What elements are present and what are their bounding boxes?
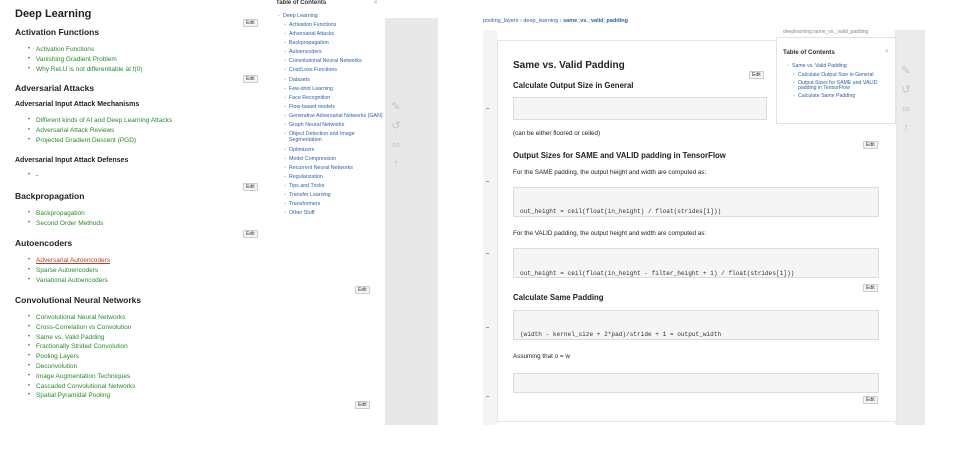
toc-title: Table of Contents <box>276 0 327 6</box>
list-item[interactable]: • Second Order Methods <box>30 219 103 229</box>
subheading-attack-mechanisms: Adversarial Input Attack Mechanisms <box>15 101 140 108</box>
code-line <box>520 119 760 120</box>
list-item[interactable]: • Vanishing Gradient Problem <box>30 55 142 65</box>
page-margin <box>483 30 497 425</box>
breadcrumb-item[interactable]: deep_learning <box>523 18 559 24</box>
list-item[interactable]: • Image Augmentation Techniques <box>30 372 135 382</box>
page-id: deeplearning:same_vs._valid_padding <box>783 29 869 35</box>
breadcrumb <box>483 18 628 24</box>
section-heading: Output Sizes for SAME and VALID padding in TensorFlow <box>513 151 726 160</box>
toc-item[interactable]: ◦ Activation Functions <box>284 21 384 30</box>
list-item[interactable]: • Sparse Autoencoders <box>30 266 110 276</box>
toc-item[interactable]: ◦ Datasets <box>284 76 384 85</box>
pencil-icon[interactable]: ✎ <box>901 65 911 77</box>
section-heading-backprop: Backpropagation <box>15 191 85 201</box>
edit-button[interactable]: Edit <box>243 230 258 238</box>
page-tools-right <box>899 62 913 138</box>
toc-item[interactable]: ◦ Cost/Loss Functions <box>284 66 384 75</box>
history-icon[interactable]: ↺ <box>391 120 401 132</box>
section-heading-adversarial: Adversarial Attacks <box>15 83 95 93</box>
list-attack-mechanisms <box>30 116 172 145</box>
link-icon[interactable]: ∞ <box>392 139 400 151</box>
history-icon[interactable]: ↺ <box>901 84 911 96</box>
section-heading: Calculate Output Size in General <box>513 81 634 90</box>
section-heading-cnn: Convolutional Neural Networks <box>15 295 142 305</box>
toc-item[interactable]: ◦ Calculate Output Size in General <box>793 73 889 79</box>
toc-item[interactable]: ◦ Transfer Learning <box>284 191 384 200</box>
toc-item[interactable]: ◦ Object Detection and Image Segmentation <box>284 130 384 145</box>
link-icon[interactable]: ∞ <box>902 103 910 115</box>
pencil-icon[interactable]: ✎ <box>391 101 401 113</box>
toc-item[interactable]: ◦ Tips and Tricks <box>284 182 384 191</box>
list-autoencoders <box>30 256 110 285</box>
toc-item[interactable]: ◦ Backpropagation <box>284 39 384 48</box>
list-item[interactable]: • Backpropagation <box>30 209 103 219</box>
code-block <box>513 187 879 217</box>
list-item[interactable]: • Activation Functions <box>30 45 142 55</box>
code-block <box>513 248 879 278</box>
list-item[interactable]: • Different kinds of AI and Deep Learning Attacks <box>30 116 172 126</box>
margin-mark <box>486 327 489 328</box>
code-block <box>513 373 879 393</box>
edit-button[interactable]: Edit <box>243 183 258 191</box>
breadcrumb-separator: › <box>558 18 564 24</box>
toc-root <box>278 12 318 21</box>
toc-item[interactable]: ◦ Generative Adversarial Networks (GAN) <box>284 112 384 121</box>
paragraph: (can be either floored or ceiled) <box>513 130 601 137</box>
paragraph: Assuming that o = w <box>513 353 570 360</box>
toc-close-icon[interactable]: × <box>374 0 378 6</box>
toc-item[interactable]: ◦ Graph Neural Networks <box>284 121 384 130</box>
toc-item[interactable]: ◦ Other Stuff <box>284 209 384 218</box>
list-item[interactable]: • Cross-Correlation vs Convolution <box>30 323 135 333</box>
page-tools <box>389 98 403 174</box>
margin-mark <box>486 108 489 109</box>
toc-item[interactable]: ◦ Adversarial Attacks <box>284 30 384 39</box>
section-heading-activation: Activation Functions <box>15 27 100 37</box>
page-title: Deep Learning <box>15 8 92 20</box>
list-item[interactable]: • Convolutional Neural Networks <box>30 313 135 323</box>
margin-mark <box>486 396 489 397</box>
list-attack-defenses <box>30 171 38 181</box>
edit-button[interactable]: Edit <box>863 396 878 404</box>
list-item[interactable]: • Deconvolution <box>30 362 135 372</box>
section-heading-autoencoders: Autoencoders <box>15 238 73 248</box>
code-line: out_height = ceil(float(in_height) / float(strides[1])) <box>520 208 722 215</box>
code-line: out_height = ceil(float(in_height - filter_height + 1) / float(strides[1])) <box>520 270 795 277</box>
arrow-up-icon[interactable]: ↑ <box>393 158 399 170</box>
toc-item[interactable]: ◦ Recurrent Neural Networks <box>284 164 384 173</box>
list-item[interactable]: • Adversarial Autoencoders <box>30 256 110 266</box>
page-sidebar-strip <box>385 18 438 425</box>
paragraph: For the VALID padding, the output height and width are computed as: <box>513 230 707 237</box>
list-item[interactable]: • Adversarial Attack Reviews <box>30 126 172 136</box>
margin-mark <box>486 253 489 254</box>
edit-button[interactable]: Edit <box>863 141 878 149</box>
toc-item[interactable]: ◦ Face Recognition <box>284 94 384 103</box>
breadcrumb-item[interactable]: pooling_layers <box>483 18 519 24</box>
margin-mark <box>486 181 489 182</box>
toc-list <box>284 21 384 218</box>
breadcrumb-separator: › <box>518 18 524 24</box>
toc-item[interactable]: ◦ Regularization <box>284 173 384 182</box>
list-item[interactable]: • Why ReLU is not differentiable at f(0) <box>30 65 142 75</box>
table-of-contents-right <box>776 29 896 124</box>
paragraph: For the SAME padding, the output height and width are computed as: <box>513 169 707 176</box>
arrow-up-icon[interactable]: ↑ <box>903 122 909 134</box>
toc-item[interactable]: ◦ Few-shot Learning <box>284 85 384 94</box>
page-title: Same vs. Valid Padding <box>513 60 625 71</box>
list-item[interactable]: • Projected Gradient Descent (PGD) <box>30 136 172 146</box>
toc-item[interactable]: ◦ Output Sizes for SAME and VALID padding in TensorFlow <box>793 81 889 92</box>
list-item[interactable]: • Cascaded Convolutional Networks <box>30 382 135 392</box>
code-block <box>513 310 879 340</box>
list-item[interactable]: • Same vs. Valid Padding <box>30 333 135 343</box>
list-item: • - <box>30 171 38 181</box>
toc-root <box>787 64 887 72</box>
toc-item[interactable]: ◦ Model Compression <box>284 155 384 164</box>
toc-item[interactable]: ◦ Flow-based models <box>284 103 384 112</box>
edit-button[interactable]: Edit <box>355 286 370 294</box>
list-item[interactable]: • Pooling Layers <box>30 352 135 362</box>
subheading-attack-defenses: Adversarial Input Attack Defenses <box>15 157 129 164</box>
section-heading: Calculate Same Padding <box>513 293 604 302</box>
code-block <box>513 97 767 120</box>
edit-button[interactable]: Edit <box>863 284 878 292</box>
edit-button[interactable]: Edit <box>355 401 370 407</box>
toc-list <box>793 73 889 101</box>
breadcrumb-current: same_vs._valid_padding <box>563 18 628 24</box>
toc-item-root[interactable]: ◦ Same vs. Valid Padding <box>787 64 887 70</box>
list-item[interactable]: • Spatial Pyramidal Pooling <box>30 391 135 401</box>
toc-close-icon[interactable]: × <box>885 49 889 55</box>
list-backprop <box>30 209 103 229</box>
list-item[interactable]: • Fractionally Strided Convolution <box>30 342 135 352</box>
toc-title: Table of Contents <box>783 49 835 56</box>
edit-button[interactable]: Edit <box>243 75 258 83</box>
toc-item[interactable]: ◦ Convolutional Neural Networks <box>284 57 384 66</box>
toc-item[interactable]: ◦ Transformers <box>284 200 384 209</box>
edit-button[interactable]: Edit <box>243 19 258 27</box>
edit-button[interactable]: Edit <box>749 71 764 79</box>
list-activation <box>30 45 142 74</box>
code-line: (width - kernel_size + 2*pad)/stride + 1 = output_width <box>520 331 722 338</box>
toc-item[interactable]: ◦ Calculate Same Padding <box>793 94 889 100</box>
toc-item-root[interactable]: ◦ Deep Learning <box>278 12 318 21</box>
left-page <box>0 0 385 407</box>
list-cnn <box>30 313 135 401</box>
toc-item[interactable]: ◦ Optimizers <box>284 146 384 155</box>
list-item[interactable]: • Variational Autoencoders <box>30 276 110 286</box>
toc-item[interactable]: ◦ Autoencoders <box>284 48 384 57</box>
